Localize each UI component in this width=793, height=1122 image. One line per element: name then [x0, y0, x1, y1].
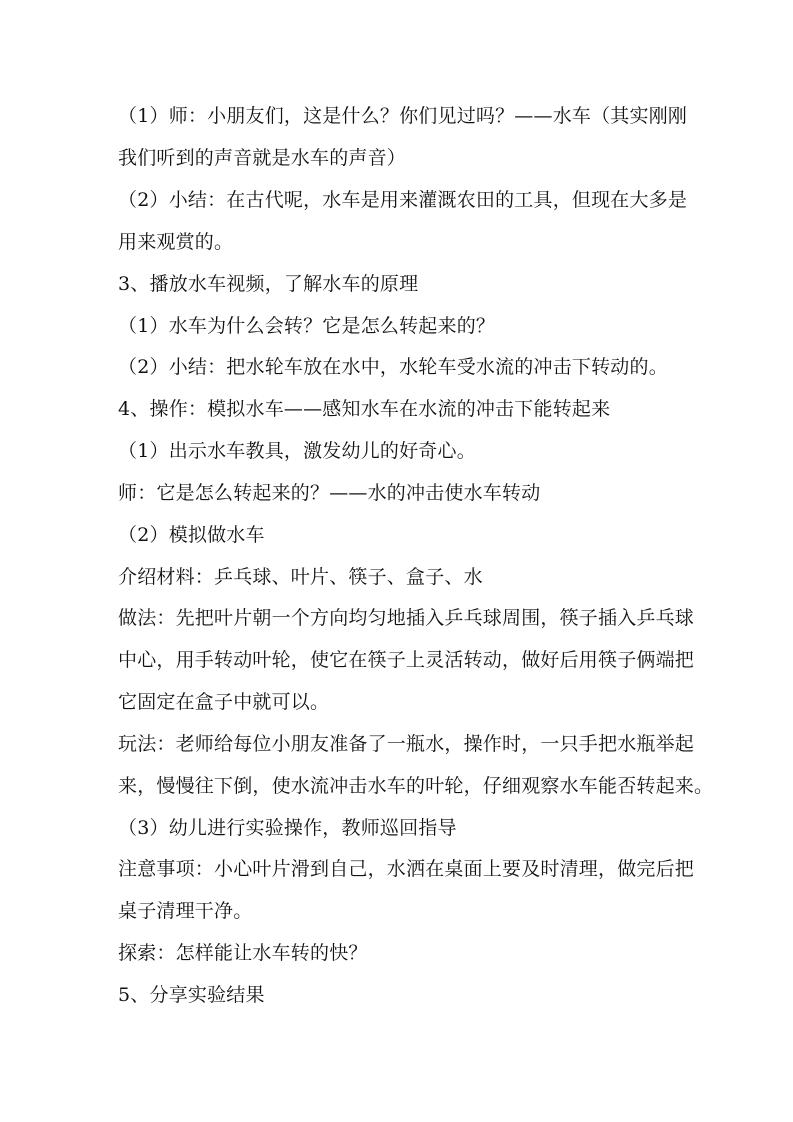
paragraph-line: 用来观赏的。 — [118, 231, 234, 253]
paragraph-line: （1）师：小朋友们，这是什么？你们见过吗？——水车（其实刚刚 — [118, 105, 688, 127]
paragraph-line: 桌子清理干净。 — [118, 900, 253, 922]
paragraph-line: 介绍材料：乒乓球、叶片、筷子、盒子、水 — [118, 566, 483, 588]
paragraph-line: 玩法：老师给每位小朋友准备了一瓶水，操作时，一只手把水瓶举起 — [118, 733, 695, 755]
paragraph-line: 师：它是怎么转起来的？——水的冲击使水车转动 — [118, 482, 541, 504]
paragraph-line: 做法：先把叶片朝一个方向均匀地插入乒乓球周围，筷子插入乒乓球 — [118, 607, 695, 629]
paragraph-line: 中心，用手转动叶轮，使它在筷子上灵活转动，做好后用筷子俩端把 — [118, 649, 695, 671]
paragraph-line: 我们听到的声音就是水车的声音） — [118, 147, 407, 169]
section-heading: 4、操作：模拟水车——感知水车在水流的冲击下能转起来 — [118, 398, 611, 420]
paragraph-line: 注意事项：小心叶片滑到自己，水洒在桌面上要及时清理，做完后把 — [118, 858, 695, 880]
paragraph-line: （2）小结：把水轮车放在水中，水轮车受水流的冲击下转动的。 — [118, 356, 668, 378]
paragraph-line: （2）小结：在古代呢，水车是用来灌溉农田的工具，但现在大多是 — [118, 189, 688, 211]
paragraph-line: （2）模拟做水车 — [118, 524, 265, 546]
paragraph-line: 探索：怎样能让水车转的快？ — [118, 942, 368, 964]
paragraph-line: （1）出示水车教具，激发幼儿的好奇心。 — [118, 440, 476, 462]
section-heading: 5、分享实验结果 — [118, 984, 265, 1006]
paragraph-line: （3）幼儿进行实验操作，教师巡回指导 — [118, 817, 457, 839]
section-heading: 3、播放水车视频，了解水车的原理 — [118, 273, 419, 295]
paragraph-line: 来，慢慢往下倒，使水流冲击水车的叶轮，仔细观察水车能否转起来。 — [118, 775, 714, 797]
paragraph-line: （1）水车为什么会转？它是怎么转起来的？ — [118, 315, 496, 337]
paragraph-line: 它固定在盒子中就可以。 — [118, 691, 330, 713]
